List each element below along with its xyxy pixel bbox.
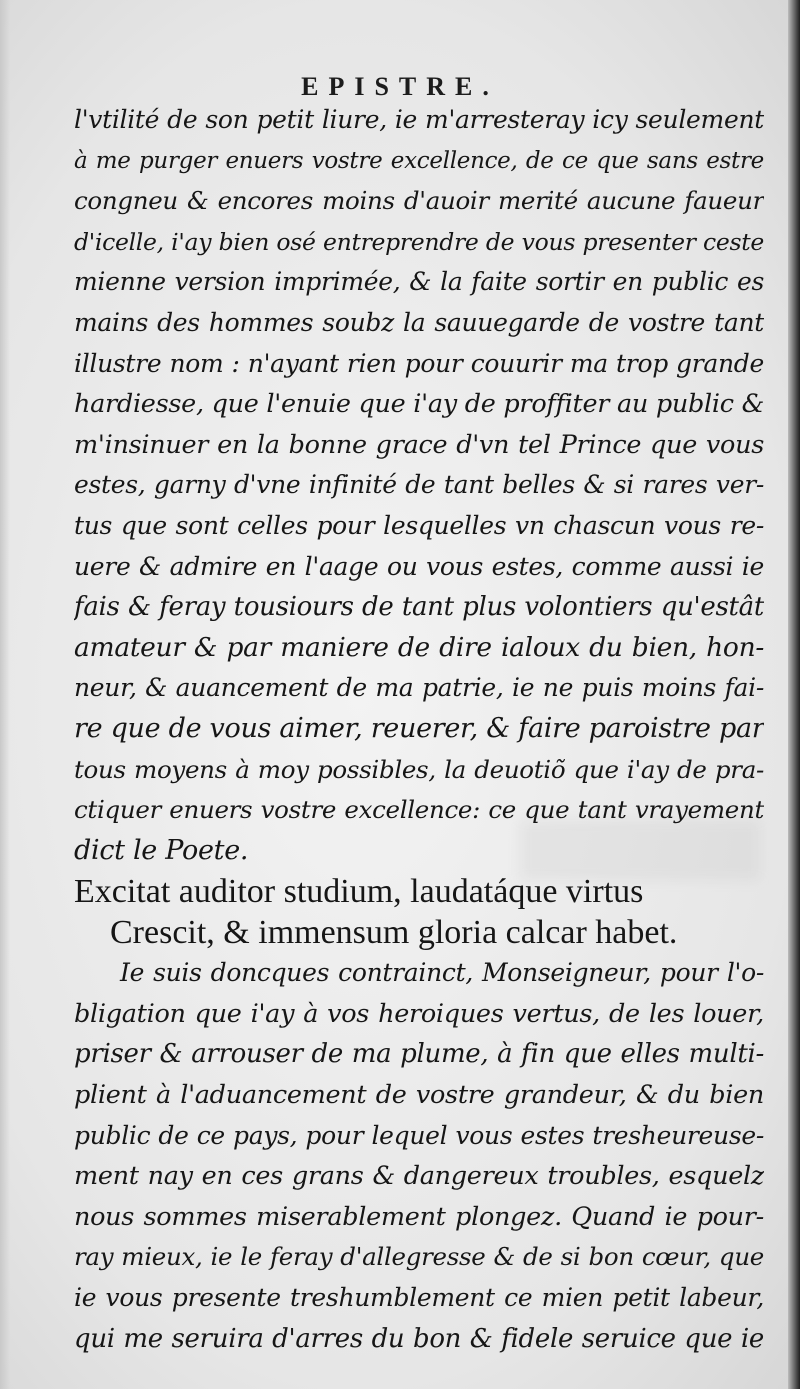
text-line: dict le Poete. [74,834,249,866]
text-line: mienne version imprimée, & la faite sortir en public es [74,267,764,297]
text-line: m'insinuer en la bonne grace d'vn tel Prince que vous [74,429,764,460]
text-line: ment nay en ces grans & dangereux troubles, esquelz [74,1161,764,1192]
body-text [74,100,764,1359]
text-line: neur, & auancement de ma patrie, ie ne puis moins fai- [74,673,764,703]
text-line: fais & feray tousiours de tant plus volontiers qu'estât [74,592,764,623]
text-line: l'vtilité de son petit liure, ie m'arresteray icy seulement [74,105,764,134]
text-line: d'icelle, i'ay bien osé entreprendre de vous presenter ceste [74,227,764,256]
text-line: bligation que i'ay à vos heroiques vertus, de les louer, [74,998,764,1029]
text-line: à me purger enuers vostre excellence, de ce que sans estre [74,147,764,174]
text-line: tus que sont celles pour lesquelles vn chascun vous re- [74,510,764,540]
text-line: mains des hommes soubz la sauuegarde de vostre tant [74,307,764,337]
text-line: illustre nom : n'ayant rien pour couurir ma trop grande [74,348,764,378]
text-line: hardiesse, que l'enuie que i'ay de proffiter au public & [74,389,764,420]
text-line: congneu & encores moins d'auoir merité aucune faueur [74,186,764,216]
text-line: ctiquer enuers vostre excellence: ce que tant vrayement [74,795,764,825]
page-gutter-shadow [0,0,10,1389]
verse-line: Crescit, & immensum gloria calcar habet. [110,914,678,952]
text-line: plient à l'aduancement de vostre grandeur, & du bien [74,1080,764,1111]
verse-line: Excitat auditor studium, laudatáque virtus [74,873,644,911]
text-line: estes, garny d'vne infinité de tant belles & si rares ver- [74,470,764,500]
text-line: re que de vous aimer, reuerer, & faire paroistre par [74,712,764,744]
text-line: nous sommes miserablement plongez. Quand ie pour- [74,1201,764,1232]
text-line: tous moyens à moy possibles, la deuotiõ que i'ay de pra- [74,754,764,784]
text-line: uere & admire en l'aage ou vous estes, comme aussi ie [74,551,764,581]
text-line: priser & arrouser de ma plume, à fin que elles multi- [74,1039,764,1070]
page-edge-shadow [788,0,800,1389]
text-line: ie vous presente treshumblement ce mien petit labeur, [74,1283,764,1313]
text-line: amateur & par maniere de dire ialoux du bien, hon- [74,631,764,663]
text-line: ray mieux, ie le feray d'allegresse & de si bon cœur, que [74,1242,764,1272]
text-line: Ie suis doncques contrainct, Monseigneur, pour l'o- [120,958,764,988]
text-line: public de ce pays, pour lequel vous estes tresheureuse- [74,1120,764,1150]
text-line: qui me seruira d'arres du bon & fidele seruice que ie [74,1323,764,1354]
running-header: EPISTRE. [301,72,499,101]
